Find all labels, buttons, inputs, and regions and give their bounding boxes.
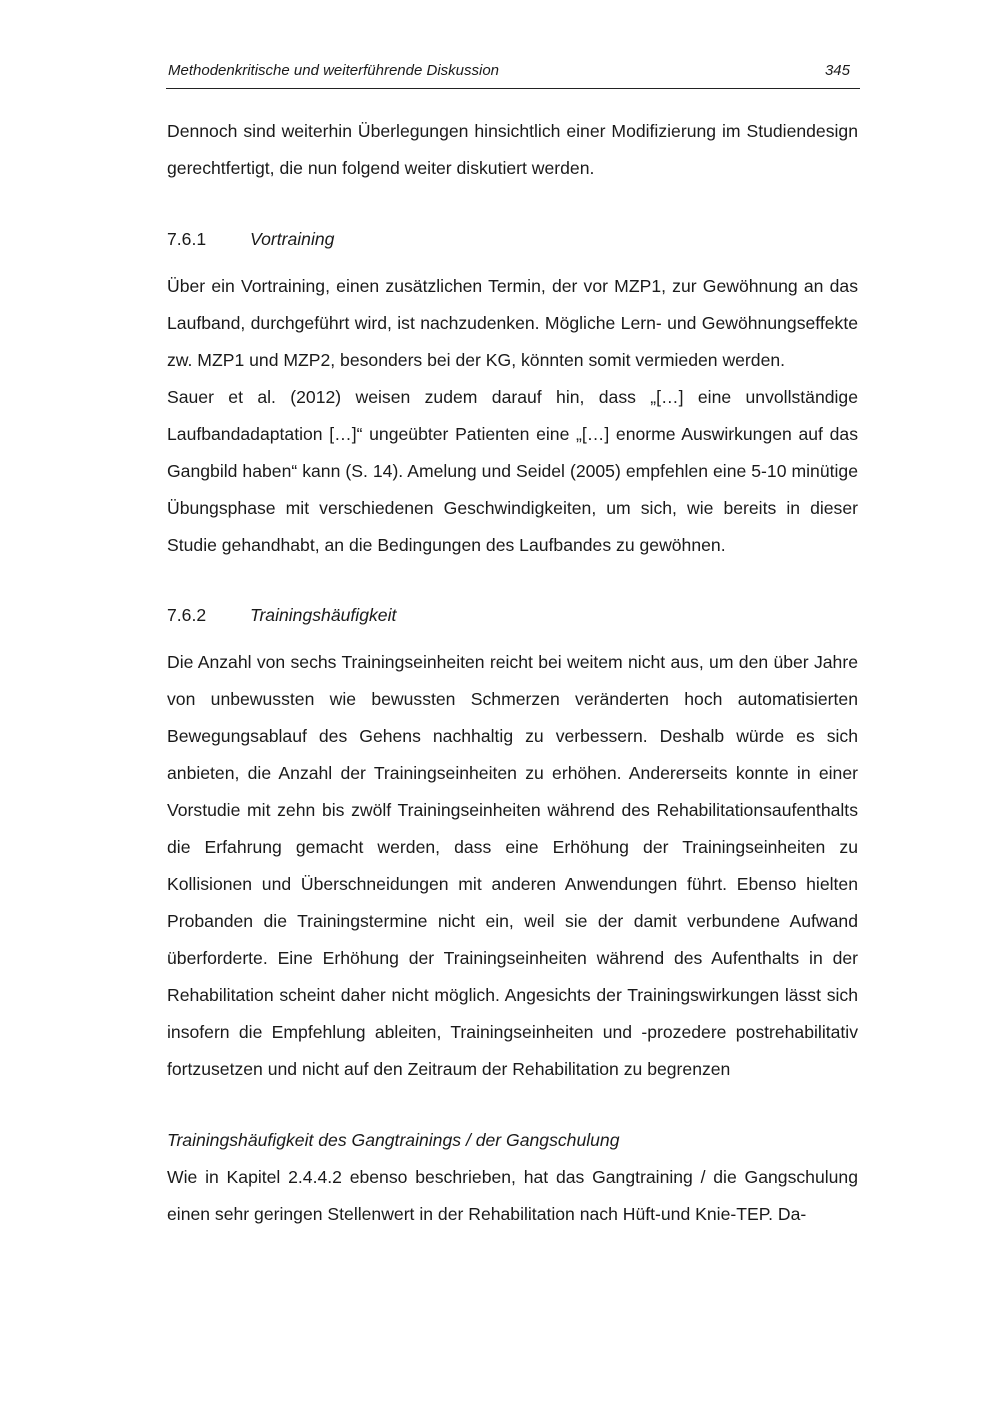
running-header: [166, 58, 860, 89]
paragraph: Die Anzahl von sechs Trainingseinheiten reicht bei weitem nicht aus, um den über Jahre von unbewussten wie bewussten Schmerzen veränderten hoch automatisierten Bewegungsablauf des Gehens nachhaltig zu verbessern. Deshalb würde es sich anbieten, die Anzahl der Trainingseinheiten zu erhöhen. Andererseits konnte in einer Vorstudie mit zehn bis zwölf Trainingseinheiten während des Rehabilitationsaufenthalts die Erfahrung gemacht werden, dass eine Erhöhung der Trainingseinheiten zu Kollisionen und Überschneidungen mit anderen Anwendungen führt. Ebenso hielten Probanden die Trainingstermine nicht ein, weil sie der damit verbundene Aufwand überforderte. Eine Erhöhung der Trainingseinheiten während des Aufenthalts in der Rehabilitation scheint daher nicht möglich. Angesichts der Trainingswirkungen lässt sich insofern die Empfehlung ableiten, Trainingseinheiten und -prozedere postrehabilitativ fortzusetzen und nicht auf den Zeitraum der Rehabilitation zu begrenzen: [167, 652, 858, 1079]
paragraph: Sauer et al. (2012) weisen zudem darauf hin, dass „[…] eine unvollständige Laufbandadaptation […]“ ungeübter Patienten eine „[…] enorme Auswirkungen auf das Gangbild haben“ kann (S. 14). Amelung und Seidel (2005) empfehlen eine 5-10 minütige Übungsphase mit verschiedenen Geschwindigkeiten, um sich, wie bereits in dieser Studie gehandhabt, an die Bedingungen des Laufbandes zu gewöhnen.: [167, 387, 858, 555]
section-number: 7.6.1: [167, 229, 207, 249]
paragraph: Über ein Vortraining, einen zusätzlichen Termin, der vor MZP1, zur Gewöhnung an das Laufband, durchgeführt wird, ist nachzudenken. Mögliche Lern- und Gewöhnungseffekte zw. MZP1 und MZP2, besonders bei der KG, könnten somit vermieden werden.: [167, 276, 858, 370]
intro-paragraph: Dennoch sind weiterhin Überlegungen hinsichtlich einer Modifizierung im Studiendesign gerechtfertigt, die nun folgend weiter diskutiert werden.: [167, 121, 858, 178]
page-number: 345: [824, 62, 850, 79]
section-number: 7.6.2: [167, 605, 207, 625]
section-title: Trainingshäufigkeit: [250, 605, 397, 625]
header-title: Methodenkritische und weiterführende Diskussion: [168, 62, 500, 79]
page-body: [167, 113, 858, 1233]
paragraph: Wie in Kapitel 2.4.4.2 ebenso beschrieben, hat das Gangtraining / die Gangschulung einen sehr geringen Stellenwert in der Rehabilitation nach Hüft-und Knie-TEP. Da-: [167, 1167, 858, 1224]
section-heading-7-6-1: [167, 221, 858, 258]
section-heading-7-6-2: [167, 597, 858, 634]
section-title: Vortraining: [250, 229, 335, 249]
subsection-title: Trainingshäufigkeit des Gangtrainings / der Gangschulung: [167, 1130, 620, 1150]
